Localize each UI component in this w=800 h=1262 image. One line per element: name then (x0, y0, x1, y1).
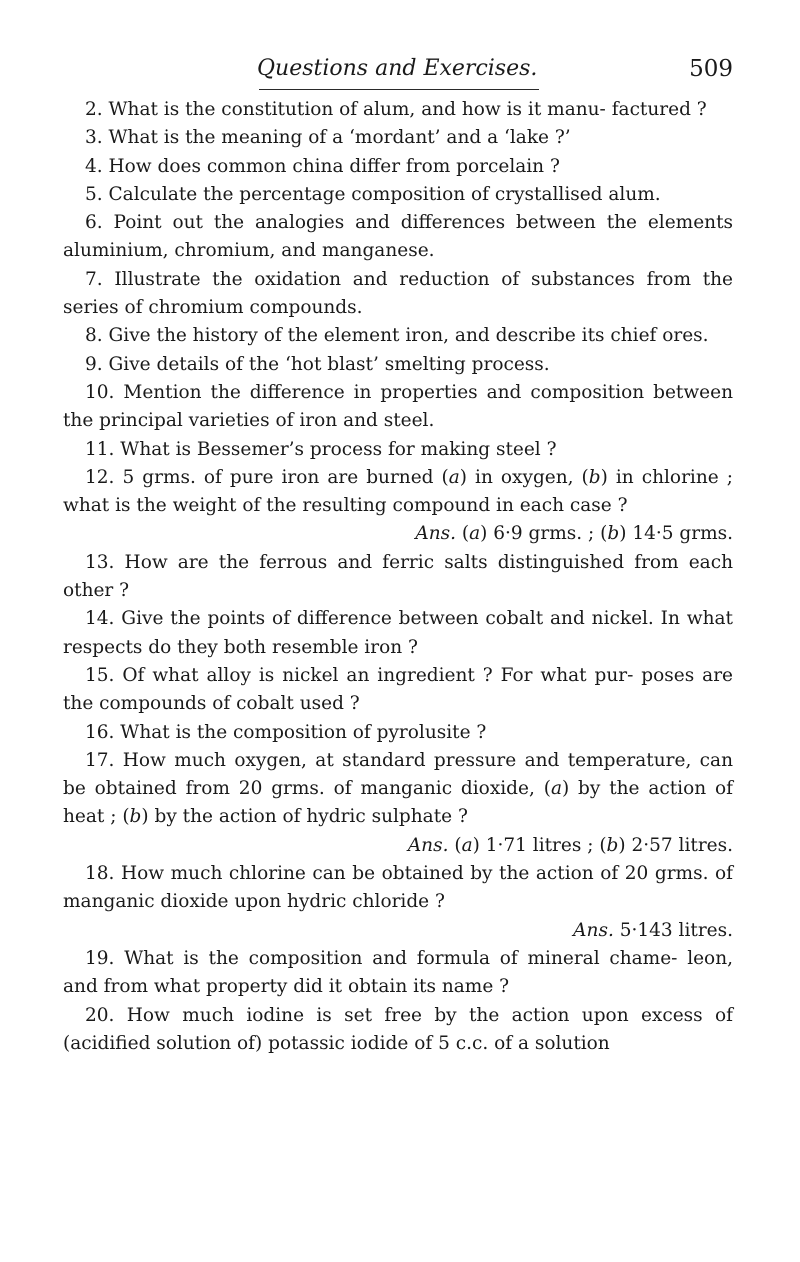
book-page (63, 48, 733, 1058)
question-2: 2. What is the constitution of alum, and how is it manu- factured ? (85, 99, 707, 120)
question-15: 15. Of what alloy is nickel an ingredient ? For what pur- poses are the compounds of cobalt used ? (63, 664, 733, 715)
question-20: 20. How much iodine is set free by the action upon excess of (acidified solution of) potassic iodide of 5 c.c. of a solution (63, 1004, 733, 1054)
question-5: 5. Calculate the percentage composition of crystallised alum. (85, 183, 661, 205)
question-13: 13. How are the ferrous and ferric salts distinguished from each other ? (63, 551, 733, 602)
question-4: 4. How does common china differ from porcelain ? (85, 155, 560, 177)
question-16: 16. What is the composition of pyrolusite ? (85, 721, 487, 743)
questions-list (63, 96, 733, 1058)
answer-17: Ans. (a) 1·71 litres ; (b) 2·57 litres. (407, 834, 733, 856)
question-7: 7. Illustrate the oxidation and reduction of substances from the series of chromium compounds. (63, 268, 733, 319)
question-18: 18. How much chlorine can be obtained by the action of 20 grms. of manganic dioxide upon hydric chloride ? (63, 863, 733, 913)
page-header (63, 48, 733, 96)
question-10: 10. Mention the difference in properties and composition between the principal varieties of iron and steel. (63, 381, 733, 432)
answer-12: Ans. (a) 6·9 grms. ; (b) 14·5 grms. (415, 523, 733, 545)
question-9: 9. Give details of the ‘hot blast’ smelting process. (85, 353, 550, 375)
page-number: 509 (689, 56, 733, 82)
question-11: 11. What is Bessemer’s process for making steel ? (85, 438, 557, 460)
question-3: 3. What is the meaning of a ‘mordant’ and a ‘lake ?’ (85, 127, 571, 149)
question-14: 14. Give the points of difference between cobalt and nickel. In what respects do they both resemble iron ? (63, 608, 733, 658)
running-title: Questions and Exercises. (257, 56, 538, 81)
question-6: 6. Point out the analogies and differences between the elements aluminium, chromium, and manganese. (63, 212, 733, 262)
question-8: 8. Give the history of the element iron, and describe its chief ores. (85, 325, 709, 347)
question-19: 19. What is the composition and formula of mineral chame- leon, and from what property did it obtain its name ? (63, 947, 733, 998)
header-rule (259, 89, 539, 90)
answer-18: Ans. 5·143 litres. (573, 919, 733, 941)
question-12: 12. 5 grms. of pure iron are burned (a) in oxygen, (b) in chlorine ; what is the weight of the resulting compound in each case ? (63, 466, 733, 517)
question-17: 17. How much oxygen, at standard pressure and temperature, can be obtained from 20 grms. of manganic dioxide, (a) by the action of heat ; (b) by the action of hydric sulphate ? (63, 749, 733, 828)
